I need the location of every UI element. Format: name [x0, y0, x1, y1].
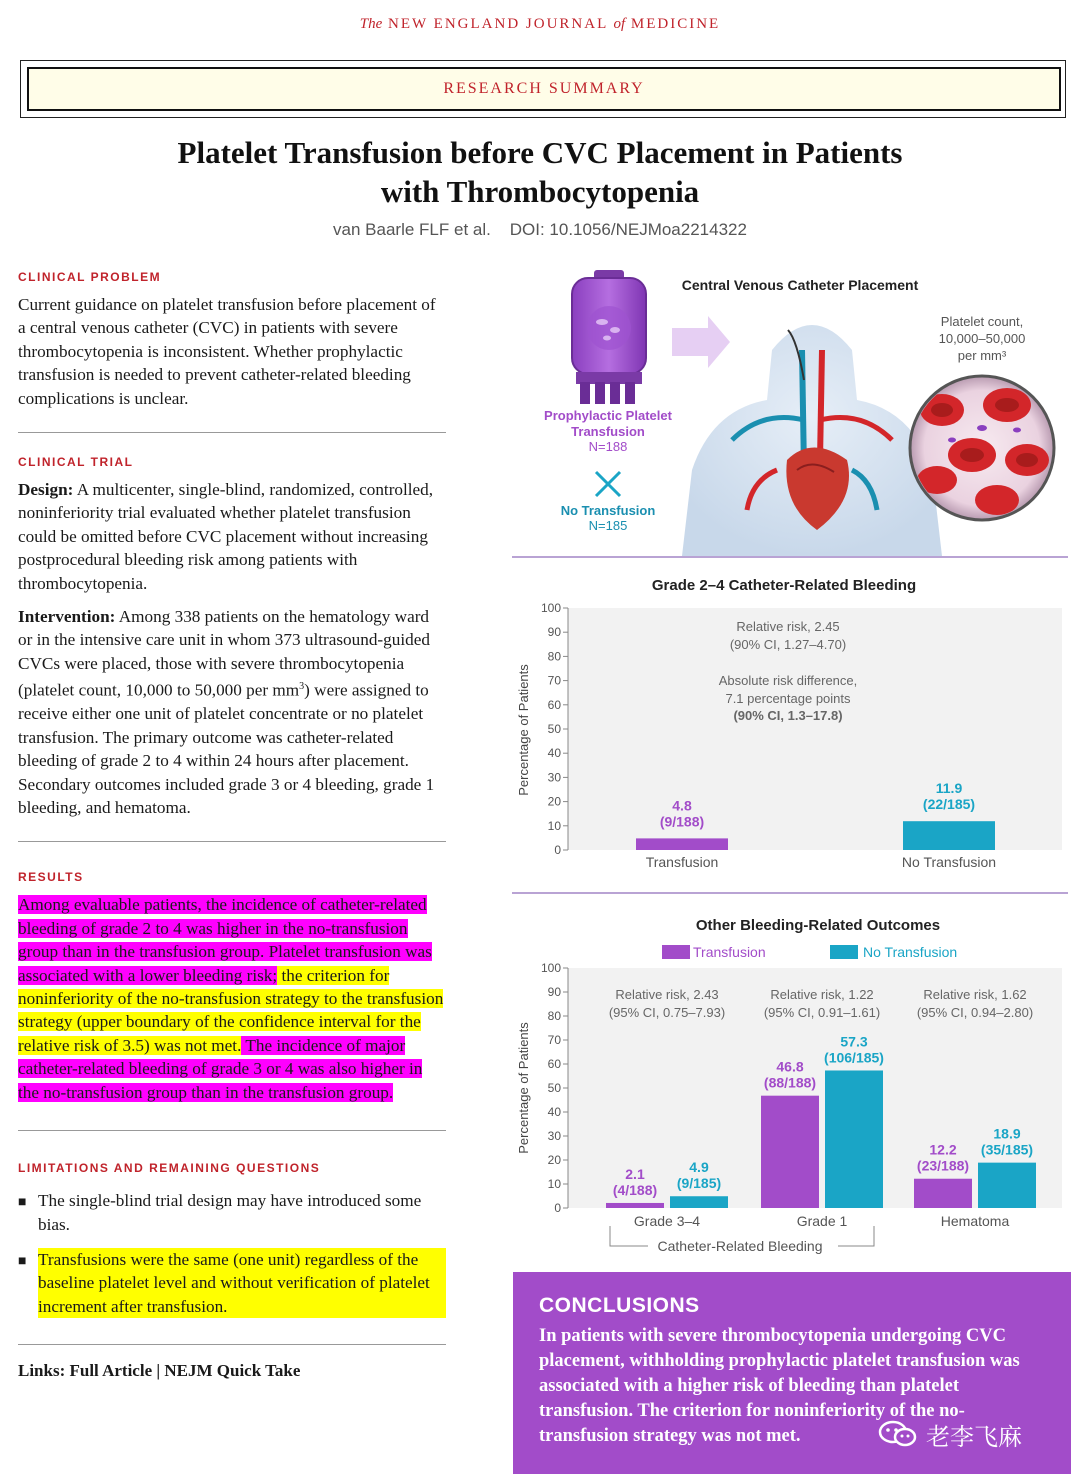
data-count-label: (23/188)	[916, 1157, 970, 1174]
limitation-item	[18, 1248, 446, 1318]
data-count-label: (4/188)	[612, 1181, 658, 1198]
y-tick-label: 90	[547, 625, 561, 640]
design-paragraph	[18, 478, 446, 595]
bar	[914, 1179, 972, 1208]
annotation: (95% CI, 0.75–7.93)	[608, 1005, 726, 1020]
title-line-1: Platelet Transfusion before CVC Placement in Patients	[177, 135, 903, 170]
platelet-bag-icon	[572, 270, 646, 404]
arm2-n: N=185	[588, 518, 628, 533]
cvc-illustration	[512, 270, 1068, 556]
y-tick-label: 60	[547, 697, 561, 712]
watermark	[878, 1414, 1068, 1454]
data-label: 11.9	[935, 780, 963, 797]
x-icon	[596, 472, 620, 496]
legend	[662, 944, 957, 960]
left-column	[18, 270, 446, 1381]
annotation: (95% CI, 0.91–1.61)	[763, 1005, 881, 1020]
wechat-icon	[878, 1420, 918, 1448]
chart-title: Other Bleeding-Related Outcomes	[695, 917, 941, 934]
platelet-count-2: 10,000–50,000	[938, 331, 1026, 346]
bar	[606, 1203, 664, 1208]
quick-take-link[interactable]: NEJM Quick Take	[164, 1361, 301, 1381]
results-text	[18, 893, 446, 1104]
annotation: Relative risk, 1.62	[923, 987, 1027, 1002]
blood-cell-magnifier	[910, 376, 1054, 520]
data-label: 4.9	[689, 1159, 709, 1176]
annotation: Relative risk, 2.45	[736, 619, 840, 634]
masthead-end: MEDICINE	[630, 16, 721, 32]
bar	[670, 1196, 728, 1208]
results-heading: RESULTS	[18, 870, 84, 885]
byline: van Baarle FLF et al. DOI: 10.1056/NEJMoa2214322	[333, 220, 747, 239]
arm1-label-2: Transfusion	[571, 424, 645, 439]
arm2-label: No Transfusion	[560, 503, 656, 518]
annotation: Relative risk, 2.43	[615, 987, 719, 1002]
results-highlight-2: the criterion for noninferiority of the no-transfusion strategy to the transfusion strategy (upper boundary of the confidence interval for the relative risk of 3.5) was not met.	[18, 965, 444, 1055]
limitations-heading: LIMITATIONS AND REMAINING QUESTIONS	[18, 1161, 321, 1176]
superscript: 3	[299, 681, 305, 693]
legend-swatch-transfusion	[662, 945, 690, 959]
y-tick-label: 90	[547, 985, 561, 999]
data-label: 4.8	[672, 797, 692, 814]
annotation: (95% CI, 0.94–2.80)	[916, 1005, 1034, 1020]
y-tick-label: 40	[547, 746, 561, 761]
y-tick-label: 100	[540, 961, 561, 975]
masthead-of: of	[613, 16, 626, 32]
divider	[18, 1344, 446, 1345]
chart-title: Grade 2–4 Catheter-Related Bleeding	[651, 577, 917, 594]
arrow-icon	[672, 316, 730, 368]
y-tick-label: 0	[554, 843, 561, 857]
full-article-link[interactable]: Full Article	[69, 1361, 153, 1381]
legend-swatch-no-transfusion	[830, 945, 858, 959]
y-tick-label: 80	[547, 649, 561, 664]
y-tick-label: 20	[547, 1153, 561, 1167]
bullet-icon: ■	[18, 1253, 27, 1269]
x-tick-label: No Transfusion	[901, 854, 997, 870]
y-tick-label: 70	[547, 1033, 561, 1047]
results-highlight-1: Among evaluable patients, the incidence of catheter-related bleeding of grade 2 to 4 was higher in the no-transfusion group than in the transfusion group. Platelet transfusion was associated with a lower bleeding risk;	[18, 895, 432, 985]
x-tick-label: Transfusion	[645, 854, 719, 870]
limitation-item	[18, 1189, 446, 1236]
chart-other-bleeding-outcomes	[512, 906, 1068, 1262]
clinical-problem-heading: CLINICAL PROBLEM	[18, 270, 162, 284]
limitation-text: The single-blind trial design may have introduced some bias.	[38, 1191, 422, 1234]
divider	[18, 841, 446, 842]
masthead-main: NEW ENGLAND JOURNAL	[388, 16, 608, 32]
x-tick-label: Grade 1	[796, 1213, 848, 1229]
clinical-trial-heading: CLINICAL TRIAL	[18, 455, 134, 470]
title-line-2: with Thrombocytopenia	[380, 174, 700, 209]
results-highlight-3: The incidence of major catheter-related bleeding of grade 3 or 4 was also higher in the no-transfusion group than in the transfusion group.	[18, 1035, 423, 1102]
clinical-problem-text: Current guidance on platelet transfusion before placement of a central venous catheter (CVC) in patients with severe thrombocytopenia is inconsistent. Whether prophylactic transfusion is needed to prevent catheter-related bleeding complications is unclear.	[18, 295, 436, 408]
y-tick-label: 50	[547, 722, 561, 736]
platelet-count-3: per mm³	[957, 348, 1007, 363]
conclusions-text: In patients with severe thrombocytopenia undergoing CVC placement, withholding prophylactic platelet transfusion was associated with a higher risk of bleeding than platelet transfusion. The criterion for noninferiority of the no-transfusion strategy was not met.	[539, 1326, 1020, 1446]
annotation: (90% CI, 1.3–17.8)	[733, 708, 843, 723]
annotation: 7.1 percentage points	[725, 691, 851, 706]
data-count-label: (9/185)	[676, 1175, 722, 1192]
y-tick-label: 50	[547, 1081, 561, 1095]
data-label: 2.1	[625, 1165, 645, 1182]
y-tick-label: 0	[554, 1201, 561, 1215]
torso-illustration	[682, 325, 942, 556]
intervention-label: Intervention:	[18, 607, 116, 627]
platelet-count-1: Platelet count,	[940, 314, 1024, 329]
y-tick-label: 60	[547, 1057, 561, 1071]
design-label: Design:	[18, 480, 74, 500]
conclusions-heading: CONCLUSIONS	[539, 1294, 700, 1317]
bar	[903, 821, 995, 850]
intervention-text-a: Among 338 patients on the hematology ward or in the intensive care unit in whom 373 ultrasound-guided CVCs were placed, those with severe thrombocytopenia (platelet count, 10,000 to 50,000 per mm	[18, 607, 430, 701]
intervention-text-b: ) were assigned to receive either one unit of platelet concentrate or no platelet transfusion. The primary outcome was catheter-related bleeding of grade 2 to 4 within 24 hours after placement. Secondary outcomes included grade 3 or 4 bleeding, grade 1 bleeding, and hematoma.	[18, 681, 435, 818]
limitation-text: Transfusions were the same (one unit) regardless of the baseline platelet level and without verification of platelet increment after transfusion.	[38, 1248, 446, 1318]
separator	[512, 892, 1068, 894]
annotation: Absolute risk difference,	[718, 673, 858, 688]
arm1-n: N=188	[588, 439, 628, 454]
y-tick-label: 40	[547, 1105, 561, 1119]
data-label: 12.2	[929, 1141, 957, 1158]
data-count-label: (35/185)	[980, 1141, 1034, 1158]
data-label: 18.9	[993, 1125, 1021, 1142]
y-tick-label: 30	[547, 770, 561, 785]
masthead-prefix: The	[359, 16, 383, 32]
y-tick-label: 10	[547, 818, 561, 833]
y-tick-label: 70	[547, 673, 561, 688]
data-count-label: (106/185)	[824, 1049, 884, 1066]
research-summary-banner: RESEARCH SUMMARY	[27, 67, 1061, 111]
journal-masthead	[0, 16, 1080, 33]
data-count-label: (88/188)	[763, 1074, 817, 1091]
y-tick-label: 80	[547, 1009, 561, 1023]
divider	[18, 1130, 446, 1131]
bar	[978, 1163, 1036, 1208]
x-tick-label: Grade 3–4	[633, 1213, 701, 1229]
legend-no-transfusion: No Transfusion	[863, 944, 958, 960]
y-axis-label: Percentage of Patients	[516, 664, 531, 796]
y-tick-label: 20	[547, 794, 561, 809]
chart-grade-2-4-bleeding	[512, 570, 1068, 880]
data-count-label: (9/188)	[659, 813, 705, 830]
bar	[636, 838, 728, 850]
y-axis-label: Percentage of Patients	[516, 1022, 531, 1154]
group-label: Catheter-Related Bleeding	[657, 1238, 823, 1254]
annotation: Relative risk, 1.22	[770, 987, 874, 1002]
data-label: 46.8	[776, 1058, 804, 1075]
design-text: A multicenter, single-blind, randomized, controlled, noninferiority trial evaluated whether platelet transfusion could be omitted before CVC placement without increasing postprocedural bleeding risk among patients with thrombocytopenia.	[18, 480, 434, 593]
data-label: 57.3	[840, 1033, 868, 1050]
divider	[18, 432, 446, 433]
y-tick-label: 100	[540, 601, 561, 615]
arm1-label-1: Prophylactic Platelet	[544, 408, 672, 423]
intervention-paragraph	[18, 605, 446, 819]
links-separator: |	[156, 1361, 161, 1381]
bar	[761, 1096, 819, 1208]
illustration-title: Central Venous Catheter Placement	[681, 277, 919, 293]
bullet-icon: ■	[18, 1195, 27, 1211]
bar	[825, 1070, 883, 1208]
watermark-text: 老李飞麻	[926, 1422, 1022, 1451]
links-row	[18, 1361, 446, 1381]
x-tick-label: Hematoma	[940, 1213, 1010, 1229]
legend-transfusion: Transfusion	[693, 944, 766, 960]
data-count-label: (22/185)	[922, 796, 976, 813]
y-tick-label: 30	[547, 1129, 561, 1143]
page-title	[60, 133, 1020, 211]
links-label: Links:	[18, 1361, 66, 1381]
y-tick-label: 10	[547, 1177, 561, 1191]
separator	[512, 556, 1068, 558]
annotation: (90% CI, 1.27–4.70)	[729, 637, 847, 652]
